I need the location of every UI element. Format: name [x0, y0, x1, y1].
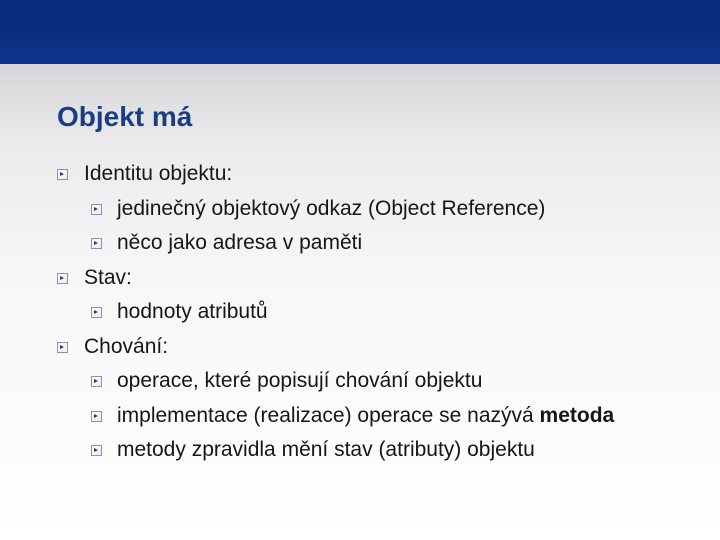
list-item: [57, 332, 168, 362]
list-item: [91, 435, 535, 465]
list-item: [57, 263, 132, 293]
list-item-text: Identitu objektu:: [84, 162, 233, 185]
list-item: [91, 366, 482, 396]
emphasis-term: metoda: [539, 404, 615, 427]
boxed-arrow-bullet-icon: [91, 376, 102, 387]
list-item: [91, 401, 614, 431]
boxed-arrow-bullet-icon: [91, 204, 102, 215]
list-item: [91, 194, 545, 224]
list-item-text: implementace (realizace) operace se nazývá metoda: [117, 404, 615, 427]
list-item-text: něco jako adresa v paměti: [117, 231, 363, 254]
boxed-arrow-bullet-icon: [57, 169, 68, 180]
list-item-text: metody zpravidla mění stav (atributy) objektu: [117, 438, 535, 461]
list-item-text: jedinečný objektový odkaz (Object Reference): [117, 197, 546, 220]
boxed-arrow-bullet-icon: [91, 411, 102, 422]
list-item-text: Stav:: [84, 266, 132, 289]
boxed-arrow-bullet-icon: [91, 238, 102, 249]
list-item: [91, 228, 362, 258]
list-item-text: Chování:: [84, 335, 169, 358]
boxed-arrow-bullet-icon: [91, 307, 102, 318]
list-item: [57, 159, 232, 189]
list-item: [91, 297, 268, 327]
slide-title: Objekt má: [57, 101, 193, 132]
list-item-text: hodnoty atributů: [117, 300, 268, 323]
list-item-text: operace, které popisují chování objektu: [117, 369, 483, 392]
boxed-arrow-bullet-icon: [57, 273, 68, 284]
boxed-arrow-bullet-icon: [91, 445, 102, 456]
boxed-arrow-bullet-icon: [57, 342, 68, 353]
